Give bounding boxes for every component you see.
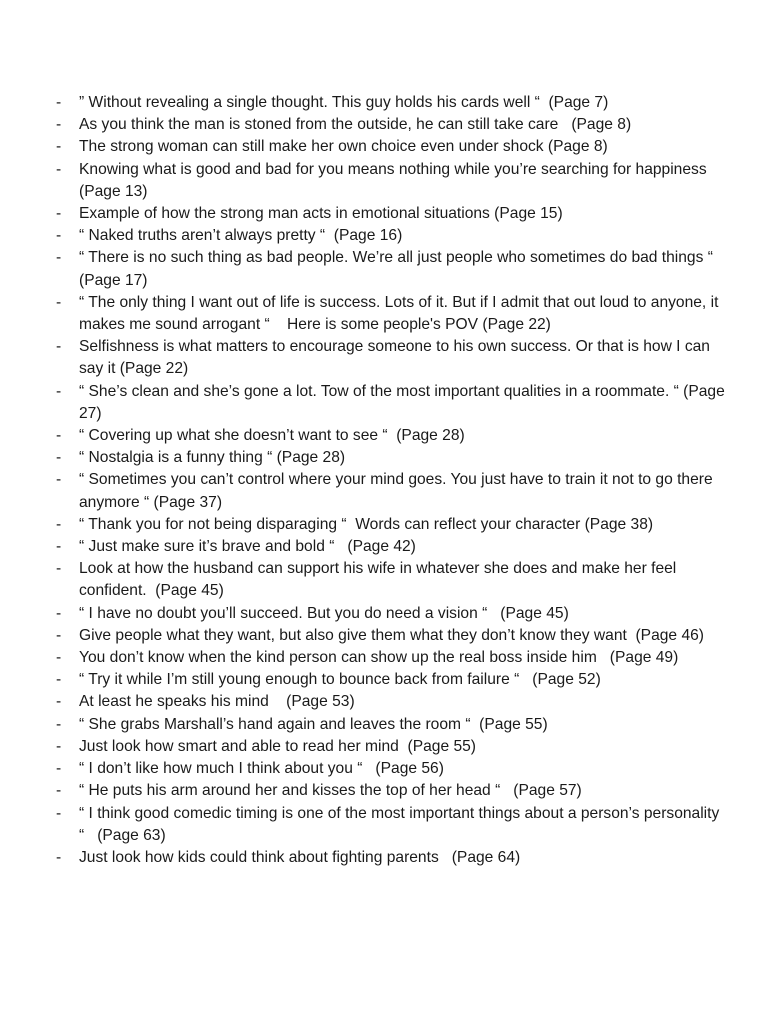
list-item-text: Selfishness is what matters to encourage someone to his own success. Or that is how I can say it (Page 22) [79,338,715,378]
bullet-dash: - [56,693,62,711]
list-item [0,292,768,336]
list-item-text: “ Sometimes you can’t control where your mind goes. You just have to train it not to go there anymore “ (Page 37) [79,471,717,511]
list-item [0,514,768,536]
bullet-dash: - [56,338,62,356]
document-page [0,92,768,869]
list-item-text: Just look how smart and able to read her mind (Page 55) [79,737,476,755]
list-item [0,780,768,802]
bullet-dash: - [56,227,62,245]
bullet-dash: - [56,804,62,822]
list-item [0,225,768,247]
list-item [0,114,768,136]
list-item-text: “ I think good comedic timing is one of the most important things about a person’s personality “ (Page 63) [79,804,724,844]
list-item-text: Look at how the husband can support his wife in whatever she does and make her feel confident. (Page 45) [79,560,681,600]
bullet-dash: - [56,649,62,667]
list-item-text: “ Just make sure it’s brave and bold “ (Page 42) [79,538,416,556]
bullet-dash: - [56,94,62,111]
list-item-text: The strong woman can still make her own choice even under shock (Page 8) [79,138,608,156]
list-item-text: “ She’s clean and she’s gone a lot. Tow of the most important qualities in a roommate. “ (Page 27) [79,382,730,422]
list-item [0,469,768,513]
list-item [0,736,768,758]
bullet-dash: - [56,626,62,644]
quote-list [0,92,768,869]
bullet-dash: - [56,515,62,533]
list-item-text: As you think the man is stoned from the outside, he can still take care (Page 8) [79,116,632,134]
list-item-text: “ Naked truths aren’t always pretty “ (Page 16) [79,227,403,245]
bullet-dash: - [56,760,62,778]
list-item-text: “ Covering up what she doesn’t want to see “ (Page 28) [79,427,465,445]
bullet-dash: - [56,782,62,800]
bullet-dash: - [56,205,62,223]
bullet-dash: - [56,449,62,467]
list-item [0,558,768,602]
list-item [0,247,768,291]
list-item [0,758,768,780]
list-item [0,603,768,625]
list-item-text: “ There is no such thing as bad people. We’re all just people who sometimes do bad things “ (Page 17) [79,249,718,289]
list-item [0,669,768,691]
bullet-dash: - [56,427,62,445]
bullet-dash: - [56,471,62,489]
list-item-text: Example of how the strong man acts in emotional situations (Page 15) [79,205,563,223]
list-item [0,447,768,469]
list-item-text: “ Nostalgia is a funny thing “ (Page 28) [79,449,346,467]
list-item-text: ” Without revealing a single thought. This guy holds his cards well “ (Page 7) [79,94,609,111]
list-item-text: “ She grabs Marshall’s hand again and leaves the room “ (Page 55) [79,715,548,733]
bullet-dash: - [56,560,62,578]
list-item [0,647,768,669]
bullet-dash: - [56,715,62,733]
list-item [0,336,768,380]
bullet-dash: - [56,604,62,622]
list-item [0,203,768,225]
bullet-dash: - [56,138,62,156]
list-item-text: Give people what they want, but also give them what they don’t know they want (Page 46) [79,626,704,644]
list-item-text: “ I have no doubt you’ll succeed. But you do need a vision “ (Page 45) [79,604,569,622]
bullet-dash: - [56,737,62,755]
bullet-dash: - [56,249,62,267]
bullet-dash: - [56,293,62,311]
bullet-dash: - [56,116,62,134]
list-item [0,625,768,647]
list-item [0,714,768,736]
list-item [0,803,768,847]
list-item-text: Just look how kids could think about fighting parents (Page 64) [79,848,521,866]
list-item-text: “ Thank you for not being disparaging “ Words can reflect your character (Page 38) [79,515,654,533]
bullet-dash: - [56,671,62,689]
list-item [0,136,768,158]
list-item-text: At least he speaks his mind (Page 53) [79,693,355,711]
list-item [0,847,768,869]
list-item [0,92,768,114]
bullet-dash: - [56,848,62,866]
list-item [0,159,768,203]
bullet-dash: - [56,160,62,178]
list-item [0,425,768,447]
list-item-text: “ He puts his arm around her and kisses the top of her head “ (Page 57) [79,782,582,800]
list-item [0,381,768,425]
list-item-text: You don’t know when the kind person can show up the real boss inside him (Page 49) [79,649,679,667]
list-item [0,691,768,713]
bullet-dash: - [56,382,62,400]
list-item-text: “ I don’t like how much I think about you “ (Page 56) [79,760,444,778]
list-item-text: “ Try it while I’m still young enough to bounce back from failure “ (Page 52) [79,671,601,689]
list-item-text: Knowing what is good and bad for you means nothing while you’re searching for happiness (Page 13) [79,160,707,200]
list-item [0,536,768,558]
bullet-dash: - [56,538,62,556]
list-item-text: “ The only thing I want out of life is success. Lots of it. But if I admit that out loud to anyone, it makes me sound arrogant “ Here is some people's POV (Page 22) [79,293,723,334]
